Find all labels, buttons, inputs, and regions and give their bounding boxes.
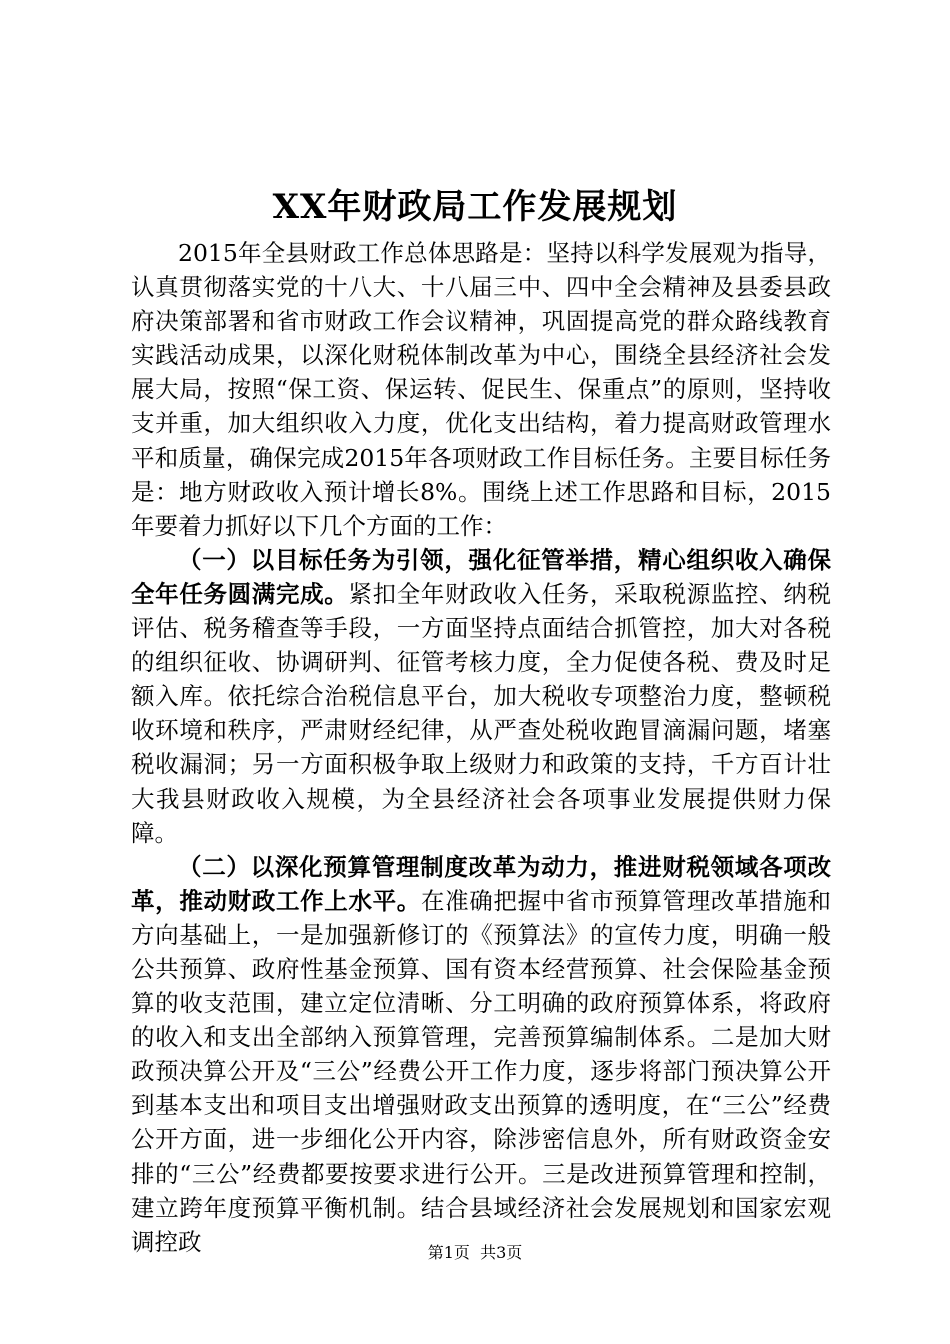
paragraph-text: 在准确把握中省市预算管理改革措施和方向基础上，一是加强新修订的《预算法》的宣传力度，明确一般公共预算、政府性基金预算、国有资本经营预算、社会保险基金预算的收支范围，建立定位清晰、分工明确的政府预算体系，将政府的收入和支出全部纳入预算管理，完善预算编制体系。二是加大财政预决算公开及“三公”经费公开工作力度，逐步将部门预决算公开到基本支出和项目支出增强财政支出预算的透明度，在“三公”经费公开方面，进一步细化公开内容，除涉密信息外，所有财政资金安排的“三公”经费都要按要求进行公开。三是改进预算管理和控制，建立跨年度预算平衡机制。结合县域经济社会发展规划和国家宏观调控政: [131, 886, 832, 1256]
paragraph-lead: （一）以目标任务为引领，强化征管举措，精心组织收入确保全年任务圆满完成。: [131, 545, 831, 608]
paragraph-section-2: [131, 850, 831, 1259]
paragraph-intro: [131, 236, 831, 543]
paragraph-text: 紧扣全年财政收入任务，采取税源监控、纳税评估、税务稽查等手段，一方面坚持点面结合抓管控，加大对各税的组织征收、协调研判、征管考核力度，全力促使各税、费及时足额入库。依托综合治税信息平台，加大税收专项整治力度，整顿税收环境和秩序，严肃财经纪律，从严查处税收跑冒滴漏问题，堵塞税收漏洞；另一方面积极争取上级财力和政策的支持，千方百计壮大我县财政收入规模，为全县经济社会各项事业发展提供财力保障。: [131, 579, 832, 847]
page-number: 第1页: [427, 1243, 470, 1262]
paragraph-section-1: [131, 543, 831, 850]
paragraph-text: 2015年全县财政工作总体思路是：坚持以科学发展观为指导，认真贯彻落实党的十八大、十八届三中、四中全会精神及县委县政府决策部署和省市财政工作会议精神，巩固提高党的群众路线教育实践活动成果，以深化财税体制改革为中心，围绕全县经济社会发展大局，按照“保工资、保运转、促民生、保重点”的原则，坚持收支并重，加大组织收入力度，优化支出结构，着力提高财政管理水平和质量，确保完成2015年各项财政工作目标任务。主要目标任务是：地方财政收入预计增长8%。围绕上述工作思路和目标，2015年要着力抓好以下几个方面的工作：: [131, 239, 831, 540]
document-title: XX年财政局工作发展规划: [272, 187, 678, 227]
page-footer: [0, 1242, 950, 1264]
document-body: [131, 236, 831, 1259]
paragraph-lead: （二）以深化预算管理制度改革为动力，推进财税领域各项改革，推动财政工作上水平。: [131, 852, 831, 915]
page-total: 共3页: [480, 1243, 523, 1262]
